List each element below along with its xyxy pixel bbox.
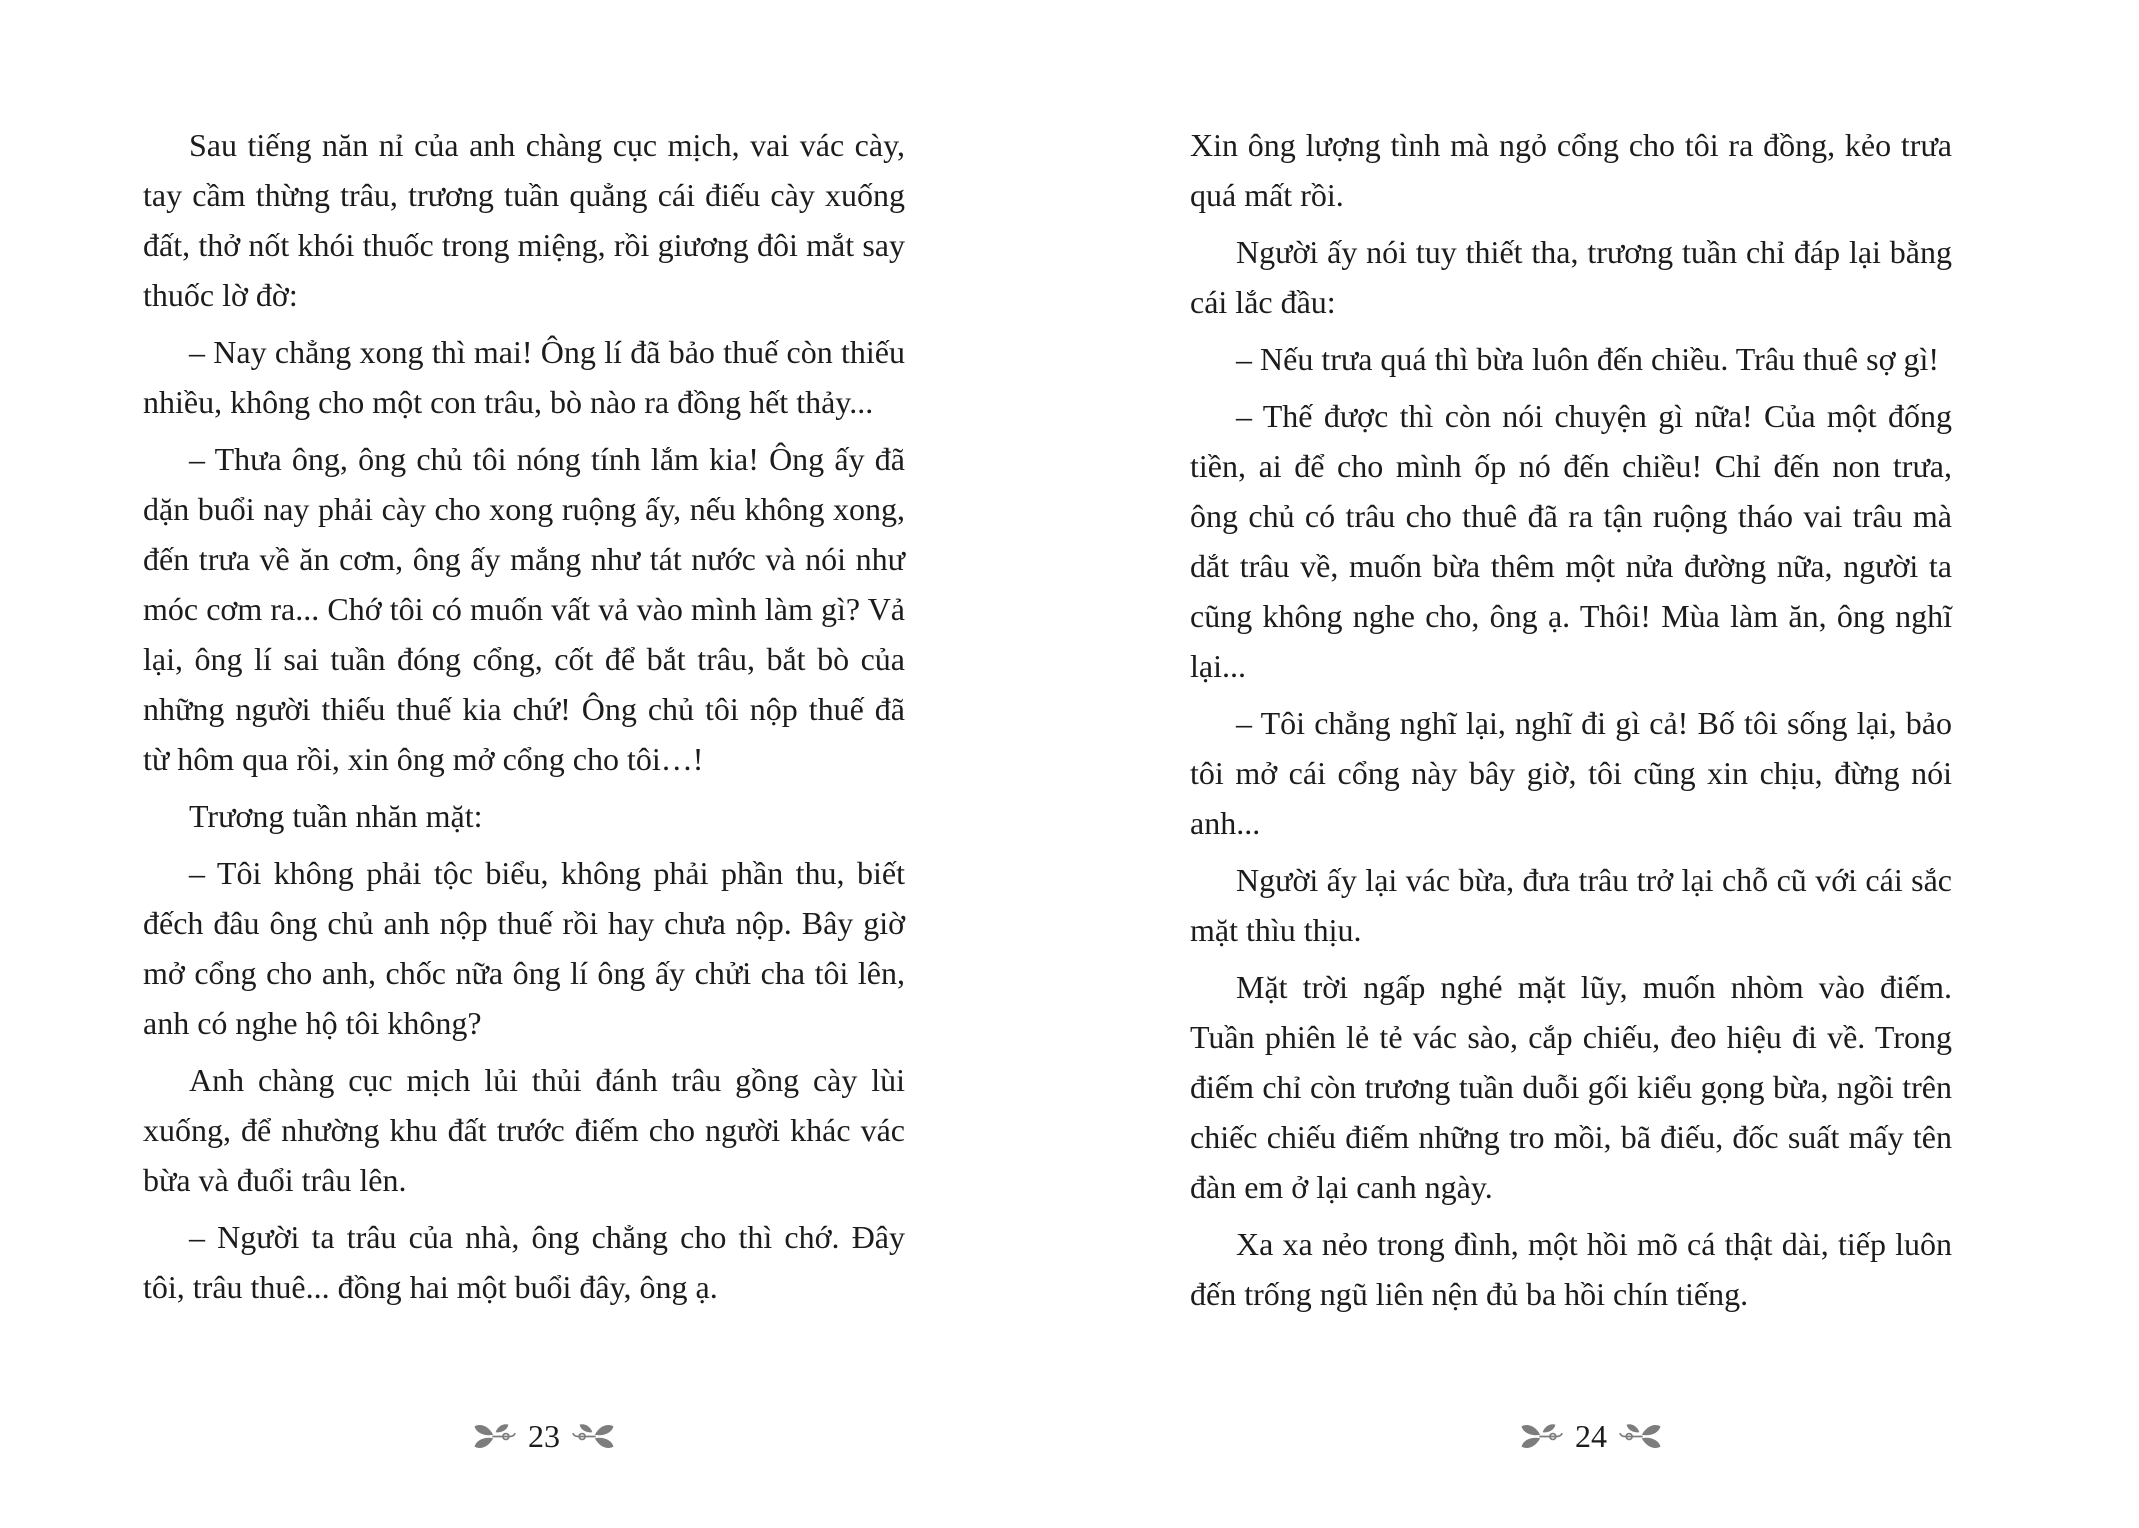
paragraph: – Nếu trưa quá thì bừa luôn đến chiều. Trâu thuê sợ gì! bbox=[1236, 341, 1940, 377]
paragraph: Trương tuần nhăn mặt: bbox=[189, 798, 483, 834]
paragraph: – Thưa ông, ông chủ tôi nóng tính lắm kia! Ông ấy đã dặn buổi nay phải cày cho xong ruộng ấy, nếu không xong, đến trưa về ăn cơm, ông ấy mắng như tát nước và nói như móc cơm ra... Chớ tôi có muốn vất vả vào mình làm gì? Vả lại, ông lí sai tuần đóng cổng, cốt để bắt trâu, bắt bò của những người thiếu thuế kia chứ! Ông chủ tôi nộp thuế đã từ hôm qua rồi, xin ông mở cổng cho tôi…! bbox=[143, 441, 905, 777]
paragraph: – Tôi chẳng nghĩ lại, nghĩ đi gì cả! Bố tôi sống lại, bảo tôi mở cái cổng này bây giờ, tôi cũng xin chịu, đừng nói anh... bbox=[1190, 705, 1952, 841]
paragraph: Anh chàng cục mịch lủi thủi đánh trâu gồng cày lùi xuống, để nhường khu đất trước điếm cho người khác vác bừa và đuổi trâu lên. bbox=[143, 1062, 905, 1198]
page-23-text bbox=[143, 120, 905, 1312]
fleuron-leaf-icon bbox=[472, 1422, 516, 1451]
paragraph: – Người ta trâu của nhà, ông chẳng cho thì chớ. Đây tôi, trâu thuê... đồng hai một buổi đây, ông ạ. bbox=[143, 1219, 905, 1305]
page-number: 23 bbox=[528, 1418, 560, 1454]
page-24-footer bbox=[1210, 1416, 1972, 1456]
page-24-text bbox=[1190, 120, 1952, 1319]
paragraph: Xa xa nẻo trong đình, một hồi mõ cá thật dài, tiếp luôn đến trống ngũ liên nện đủ ba hồi chín tiếng. bbox=[1190, 1226, 1952, 1312]
paragraph: Xin ông lượng tình mà ngỏ cổng cho tôi ra đồng, kẻo trưa quá mất rồi. bbox=[1190, 127, 1952, 213]
fleuron-leaf-icon bbox=[1519, 1422, 1563, 1451]
paragraph: Sau tiếng năn nỉ của anh chàng cục mịch, vai vác cày, tay cầm thừng trâu, trương tuần quẳng cái điếu cày xuống đất, thở nốt khói thuốc trong miệng, rồi giương đôi mắt say thuốc lờ đờ: bbox=[143, 127, 905, 313]
paragraph: Người ấy nói tuy thiết tha, trương tuần chỉ đáp lại bằng cái lắc đầu: bbox=[1190, 234, 1952, 320]
paragraph: Người ấy lại vác bừa, đưa trâu trở lại chỗ cũ với cái sắc mặt thìu thịu. bbox=[1190, 862, 1952, 948]
paragraph: – Tôi không phải tộc biểu, không phải phần thu, biết đếch đâu ông chủ anh nộp thuế rồi hay chưa nộp. Bây giờ mở cổng cho anh, chốc nữa ông lí ông ấy chửi cha tôi lên, anh có nghe hộ tôi không? bbox=[143, 855, 905, 1041]
page-23-footer bbox=[163, 1416, 925, 1456]
paragraph: – Nay chẳng xong thì mai! Ông lí đã bảo thuế còn thiếu nhiều, không cho một con trâu, bò nào ra đồng hết thảy... bbox=[143, 334, 905, 420]
page-23 bbox=[143, 120, 905, 1480]
paragraph: Mặt trời ngấp nghé mặt lũy, muốn nhòm vào điếm. Tuần phiên lẻ tẻ vác sào, cắp chiếu, đeo hiệu đi về. Trong điếm chỉ còn trương tuần duỗi gối kiểu gọng bừa, ngồi trên chiếc chiếu điếm những tro mồi, bã điếu, đốc suất mấy tên đàn em ở lại canh ngày. bbox=[1190, 969, 1952, 1205]
fleuron-leaf-icon bbox=[572, 1422, 616, 1451]
fleuron-leaf-icon bbox=[1619, 1422, 1663, 1451]
page-24 bbox=[1190, 120, 1952, 1480]
page-number: 24 bbox=[1575, 1418, 1607, 1454]
paragraph: – Thế được thì còn nói chuyện gì nữa! Của một đống tiền, ai để cho mình ốp nó đến chiều! Chỉ đến non trưa, ông chủ có trâu cho thuê đã ra tận ruộng tháo vai trâu mà dắt trâu về, muốn bừa thêm một nửa đường nữa, người ta cũng không nghe cho, ông ạ. Thôi! Mùa làm ăn, ông nghĩ lại... bbox=[1190, 398, 1952, 684]
